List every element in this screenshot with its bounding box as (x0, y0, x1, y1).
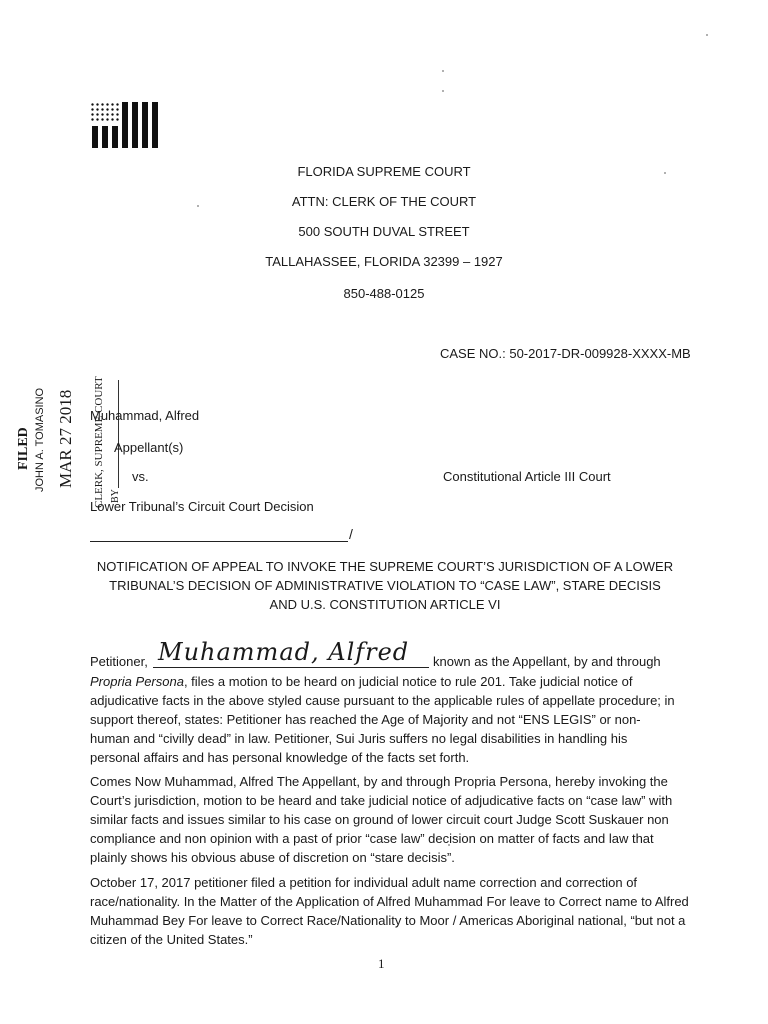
court-type: Constitutional Article III Court (443, 469, 611, 484)
case-number: CASE NO.: 50-2017-DR-009928-XXXX-MB (440, 346, 691, 361)
phone-number: 850-488-0125 (343, 286, 425, 301)
caption-role: Appellant(s) (114, 440, 184, 455)
handwritten-signature: Muhammad, Alfred (158, 638, 410, 666)
petitioner-prefix: Petitioner, (90, 654, 148, 669)
filed-stamp-label: FILED (16, 427, 31, 470)
court-name: FLORIDA SUPREME COURT (297, 164, 471, 179)
caption-slash: / (349, 526, 353, 542)
page-number: 1 (378, 956, 385, 971)
petitioner-suffix: known as the Appellant, by and through (433, 654, 661, 669)
propria-persona-italic: Propria Persona (90, 674, 184, 689)
attn-line: ATTN: CLERK OF THE COURT (291, 194, 477, 209)
city-line: TALLAHASSEE, FLORIDA 32399 – 1927 (265, 254, 503, 269)
filed-stamp-clerk: JOHN A. TOMASINO (34, 387, 46, 492)
scan-speck (706, 34, 708, 36)
street-address: 500 SOUTH DUVAL STREET (298, 224, 470, 239)
caption-underline (90, 541, 348, 542)
signature-line (153, 667, 429, 668)
scan-speck (442, 70, 444, 72)
paragraph-2: Comes Now Muhammad, Alfred The Appellant, by and through Propria Persona, hereby invoking the Court’s jurisdiction, motion to be heard and take judicial notice of adjudicative facts on “case law” with similar facts and issues similar to his case on ground of lower circuit court Judge Scott Suskauer non compliance and non opinion with a past of prior “case law” decision on matter of facts and law that plainly shows his obvious abuse of discretion on “stare decisis”. (90, 774, 673, 865)
paragraph-3: October 17, 2017 petitioner filed a petition for individual adult name correction and correction of race/nationality. In the Matter of the Application of Alfred Muhammad For leave to Correct name to Alfred Muhammad Bey For leave to Correct Race/Nationality to Moor / Americas Aboriginal national, “but not a citizen of the United States.” (90, 875, 689, 947)
caption-opponent: Lower Tribunal’s Circuit Court Decision (90, 499, 314, 514)
filed-stamp-by: BY (110, 489, 121, 503)
filed-stamp-clerk-line: CLERK, SUPREME COURT (93, 376, 105, 508)
paragraph-1 (90, 672, 680, 767)
stamp-signature-line (118, 380, 119, 488)
paragraph-1-text: , files a motion to be heard on judicial notice to rule 201. Take judicial notice of adjudicative facts in the above styled cause pursuant to the applicable rules of appellate procedure; in support thereof, states: Petitioner has reached the Age of Majority and not “ENS LEGIS” or non-human and “civilly dead” in law. Petitioner, Sui Juris suffers no legal disabilities in handling his personal affairs and has personal knowledge of the facts set forth. (90, 674, 675, 765)
american-flag-icon (90, 102, 160, 148)
document-title: NOTIFICATION OF APPEAL TO INVOKE THE SUPREME COURT’S JURISDICTION OF A LOWER TRIBUNAL’S DECISION OF ADMINISTRATIVE VIOLATION TO “CASE LAW”, STARE DECISIS AND U.S. CONSTITUTION ARTICLE VI (96, 559, 674, 612)
filed-stamp-date: MAR 27 2018 (56, 389, 75, 488)
caption-party: Muhammad, Alfred (90, 408, 200, 423)
caption-vs: vs. (132, 469, 149, 484)
scan-speck (442, 90, 444, 92)
